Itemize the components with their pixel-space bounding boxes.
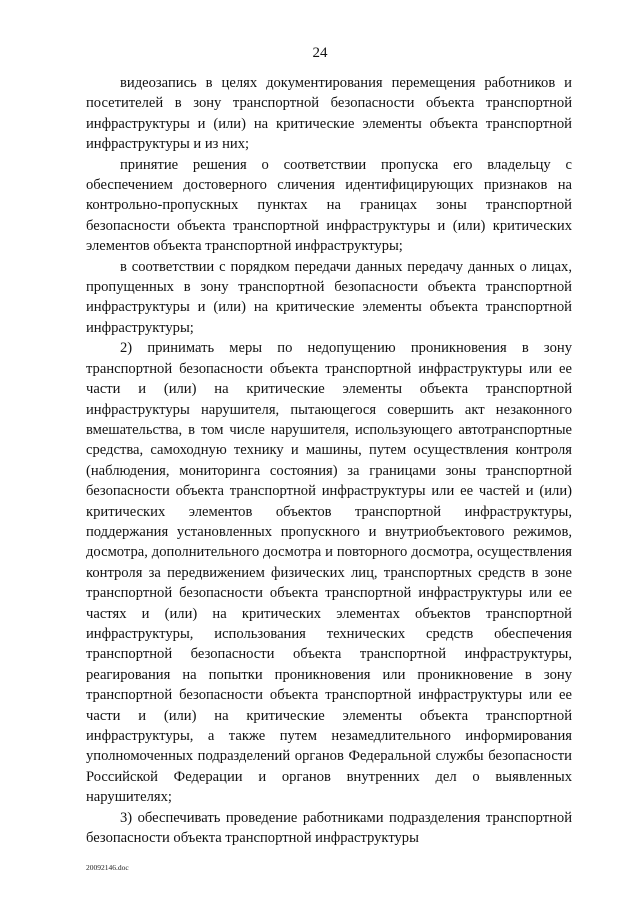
paragraph-item-3-ensure: 3) обеспечивать проведение работниками подразделения транспортной безопасности объекта транспортной инфраструктуры — [86, 809, 572, 847]
paragraph-video-recording: видеозапись в целях документирования перемещения работников и посетителей в зону транспортной безопасности объекта транспортной инфраструктуры и (или) на критические элементы объекта транспортной инфраструктуры и из них; — [86, 75, 572, 153]
document-body — [86, 73, 572, 848]
page-number: 24 — [312, 45, 328, 61]
paragraph-data-transfer: в соответствии с порядком передачи данных передачу данных о лицах, пропущенных в зону транспортной безопасности объекта транспортной инфраструктуры и (или) на критические элементы объекта транспортной инфраструктуры; — [86, 258, 572, 336]
paragraph-item-2-measures: 2) принимать меры по недопущению проникновения в зону транспортной безопасности объекта транспортной инфраструктуры или ее части и (или) на критические элементы объекта транспортной инфраструктуры нарушителя, пытающегося совершить акт незаконного вмешательства, в том числе нарушителя, использующего автотранспортные средства, самоходную технику и машины, путем осуществления контроля (наблюдения, мониторинга состояния) за границами зоны транспортной безопасности объекта транспортной инфраструктуры или ее частей и (или) критических элементов объектов транспортной инфраструктуры, поддержания установленных пропускного и внутриобъектового режимов, досмотра, дополнительного досмотра и повторного досмотра, осуществления контроля за передвижением физических лиц, транспортных средств в зоне транспортной безопасности объекта транспортной инфраструктуры или ее частях и (или) на критических элементах объектов транспортной инфраструктуры, использования технических средств обеспечения транспортной безопасности объекта транспортной инфраструктуры, реагирования на попытки проникновения или проникновение в зону транспортной безопасности объекта транспортной инфраструктуры или ее части и (или) на критические элементы объекта транспортной инфраструктуры, а также путем незамедлительного информирования уполномоченных подразделений органов Федеральной службы безопасности Российской Федерации и органов внутренних дел о выявленных нарушителях; — [86, 340, 572, 806]
footer-filename: 20092146.doc — [86, 863, 129, 872]
paragraph-pass-decision: принятие решения о соответствии пропуска его владельцу с обеспечением достоверного сличения идентифицирующих признаков на контрольно-пропускных пунктах на границах зоны транспортной безопасности объекта транспортной инфраструктуры и (или) критических элементов объекта транспортной инфраструктуры; — [86, 156, 572, 255]
